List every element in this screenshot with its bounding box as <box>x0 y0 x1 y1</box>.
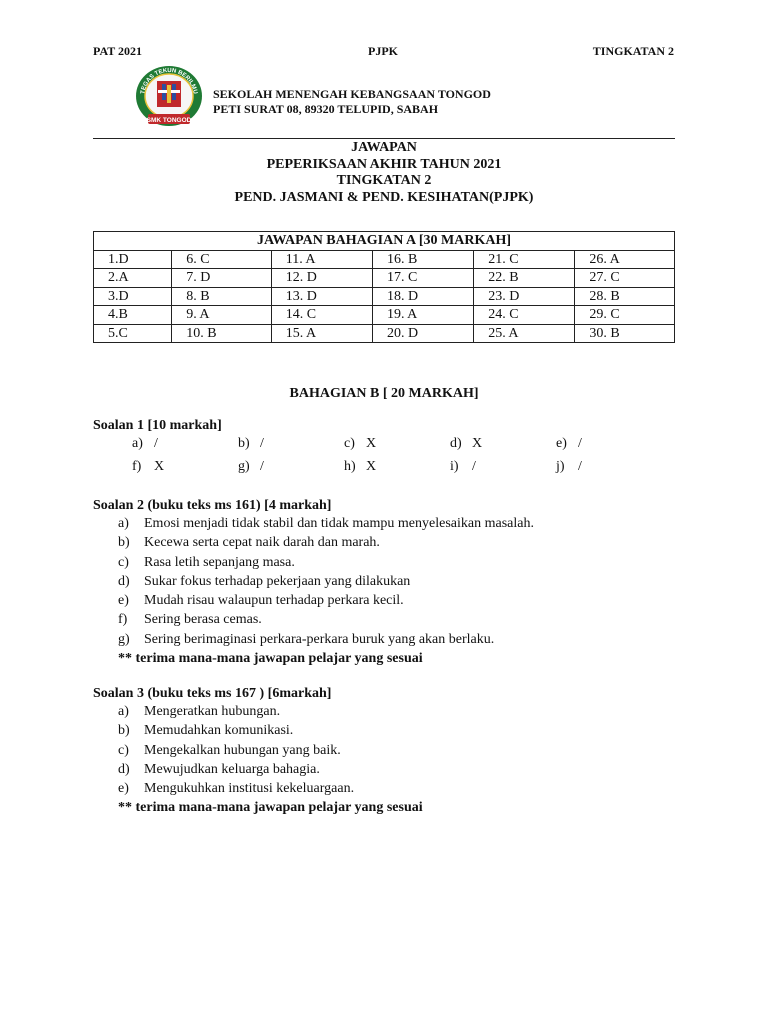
table-cell: 6. C <box>172 250 272 269</box>
list-item: a) Mengeratkan hubungan. <box>118 704 281 719</box>
q3-answer-list <box>118 702 423 818</box>
header-center: PJPK <box>368 44 398 58</box>
table-row <box>94 250 675 269</box>
table-row <box>94 287 675 306</box>
table-cell: 13. D <box>271 287 372 306</box>
table-cell: 24. C <box>474 306 575 325</box>
section-b-heading: BAHAGIAN B [ 20 MARKAH] <box>289 386 479 401</box>
list-item: c) Rasa letih sepanjang masa. <box>118 554 295 570</box>
q1-title: Soalan 1 [10 markah] <box>93 418 222 433</box>
table-cell: 19. A <box>372 306 473 325</box>
list-item: c) Mengekalkan hubungan yang baik. <box>118 742 341 758</box>
header-left: PAT 2021 <box>93 44 143 58</box>
table-cell: 30. B <box>575 324 675 343</box>
list-item: d) Sukar fokus terhadap pekerjaan yang dilakukan <box>118 573 411 589</box>
q1-item: j) / <box>556 459 582 474</box>
q1-item: i) / <box>450 459 476 474</box>
list-item: f) Sering berasa cemas. <box>118 612 262 628</box>
section-a-heading: JAWAPAN BAHAGIAN A [30 MARKAH] <box>94 232 675 251</box>
q2-answer-list <box>118 514 534 668</box>
q1-item: d) X <box>450 436 483 451</box>
q1-item: c) X <box>344 436 377 451</box>
table-cell: 8. B <box>172 287 272 306</box>
q1-item: g) / <box>238 459 264 474</box>
table-cell: 21. C <box>474 250 575 269</box>
table-cell: 4.B <box>94 306 172 325</box>
table-cell: 15. A <box>271 324 372 343</box>
list-item: e) Mudah risau walaupun terhadap perkara kecil. <box>118 593 404 609</box>
table-row <box>94 269 675 288</box>
q3-note: ** terima mana-mana jawapan pelajar yang sesuai <box>118 800 423 816</box>
table-cell: 16. B <box>372 250 473 269</box>
table-cell: 10. B <box>172 324 272 343</box>
list-item: b) Memudahkan komunikasi. <box>118 723 294 739</box>
q1-item: a) / <box>132 436 158 451</box>
school-address: PETI SURAT 08, 89320 TELUPID, SABAH <box>213 102 439 116</box>
table-cell: 17. C <box>372 269 473 288</box>
table-cell: 14. C <box>271 306 372 325</box>
table-cell: 23. D <box>474 287 575 306</box>
table-cell: 22. B <box>474 269 575 288</box>
title-line: TINGKATAN 2 <box>336 173 432 188</box>
school-logo-icon <box>134 64 204 128</box>
table-cell: 7. D <box>172 269 272 288</box>
table-cell: 20. D <box>372 324 473 343</box>
divider <box>93 138 675 139</box>
list-item: b) Kecewa serta cepat naik darah dan marah. <box>118 535 380 551</box>
table-cell: 12. D <box>271 269 372 288</box>
list-item: e) Mengukuhkan institusi kekeluargaan. <box>118 781 355 797</box>
table-cell: 9. A <box>172 306 272 325</box>
section-a-answer-table <box>93 231 675 343</box>
table-cell: 1.D <box>94 250 172 269</box>
table-cell: 28. B <box>575 287 675 306</box>
q1-item: b) / <box>238 436 264 451</box>
title-line: PEND. JASMANI & PEND. KESIHATAN(PJPK) <box>234 189 534 205</box>
title-line: PEPERIKSAAN AKHIR TAHUN 2021 <box>266 156 502 172</box>
q1-item: h) X <box>344 459 377 474</box>
table-cell: 5.C <box>94 324 172 343</box>
table-cell: 29. C <box>575 306 675 325</box>
q2-title: Soalan 2 (buku teks ms 161) [4 markah] <box>93 498 332 513</box>
table-cell: 3.D <box>94 287 172 306</box>
header-right: TINGKATAN 2 <box>592 44 674 58</box>
table-cell: 2.A <box>94 269 172 288</box>
table-cell: 25. A <box>474 324 575 343</box>
logo-bottom-text: SMK TONGOD <box>146 117 192 124</box>
q1-item: e) / <box>556 436 582 451</box>
table-cell: 26. A <box>575 250 675 269</box>
logo-top-text: TEGAS TEKUN BERILMU <box>140 67 198 95</box>
list-item: g) Sering berimaginasi perkara-perkara buruk yang akan berlaku. <box>118 631 495 647</box>
table-cell: 11. A <box>271 250 372 269</box>
school-info <box>213 87 491 117</box>
title-line: JAWAPAN <box>351 140 417 155</box>
document-titles <box>93 140 675 206</box>
q2-note: ** terima mana-mana jawapan pelajar yang sesuai <box>118 651 423 667</box>
list-item: d) Mewujudkan keluarga bahagia. <box>118 761 320 777</box>
list-item: a) Emosi menjadi tidak stabil dan tidak mampu menyelesaikan masalah. <box>118 516 534 531</box>
q1-item: f) X <box>132 459 165 474</box>
table-cell: 27. C <box>575 269 675 288</box>
table-row <box>94 324 675 343</box>
table-cell: 18. D <box>372 287 473 306</box>
school-name: SEKOLAH MENENGAH KEBANGSAAN TONGOD <box>213 87 491 101</box>
table-row <box>94 306 675 325</box>
q3-title: Soalan 3 (buku teks ms 167 ) [6markah] <box>93 686 332 701</box>
